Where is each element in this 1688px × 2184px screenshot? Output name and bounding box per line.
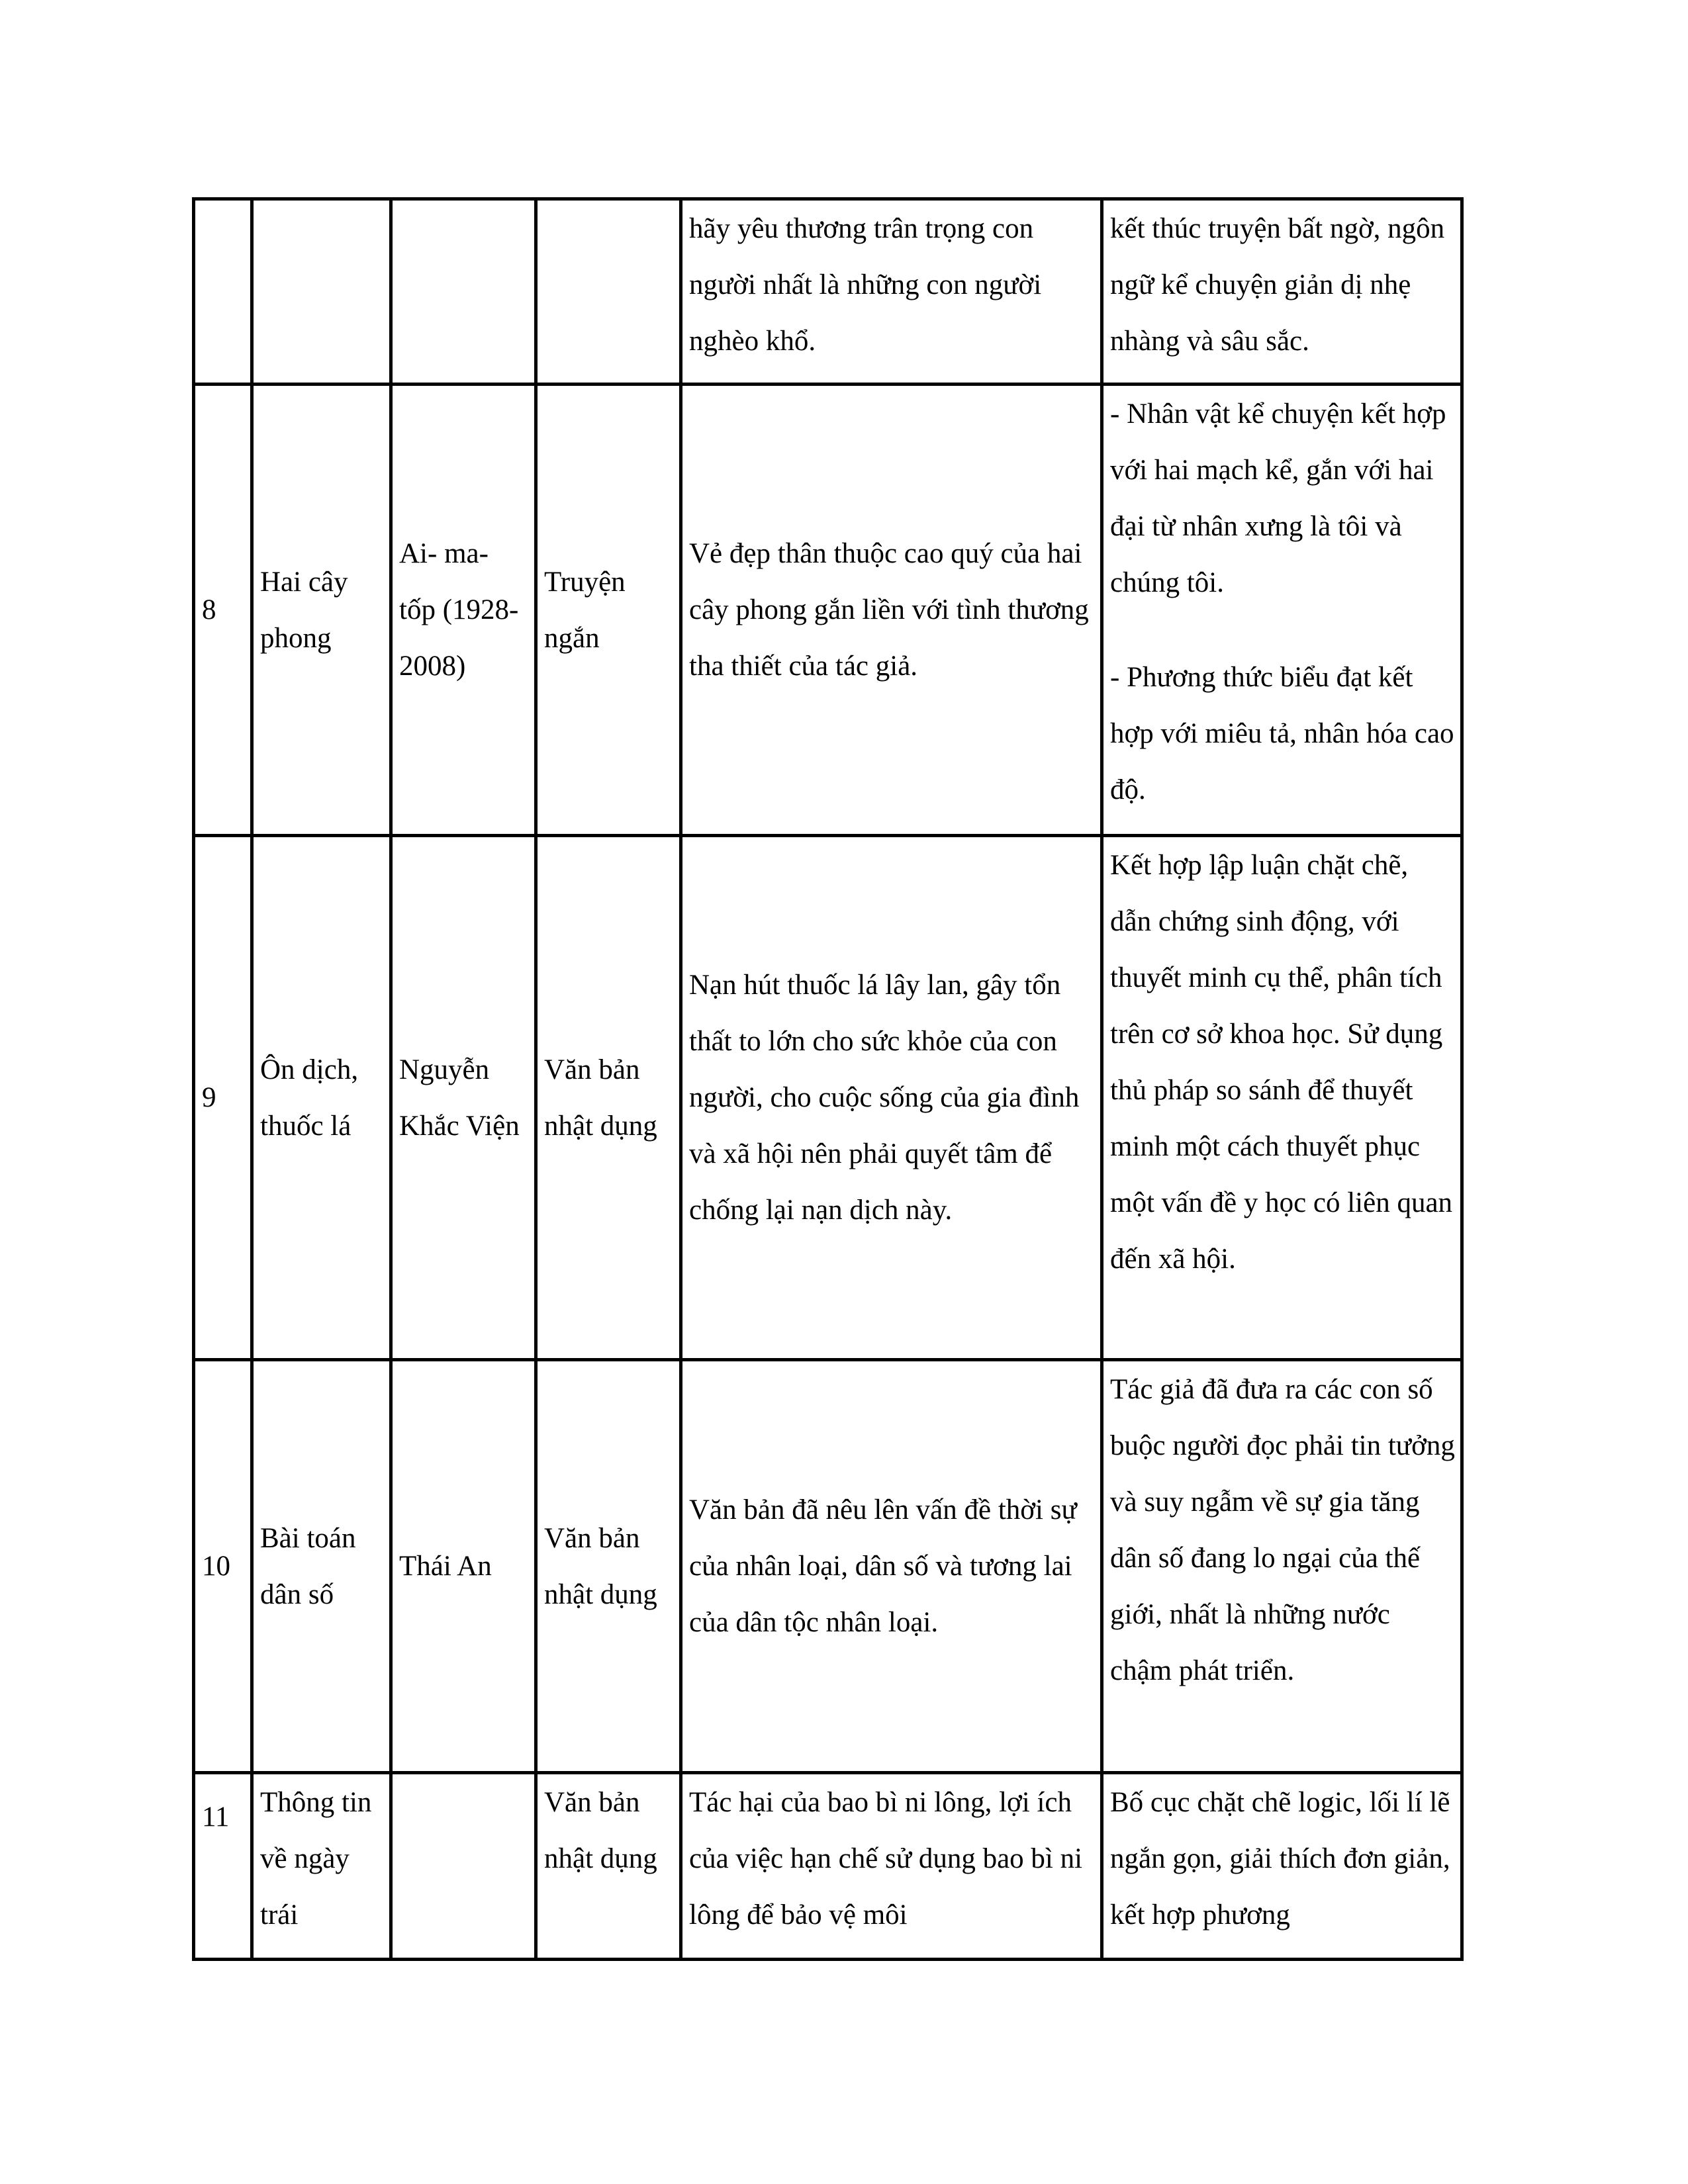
cell-genre: [536, 199, 681, 385]
cell-no: 9: [194, 836, 252, 1360]
cell-art: [1102, 385, 1462, 836]
cell-title: Bài toán dân số: [252, 1360, 391, 1773]
art-paragraph: Kết hợp lập luận chặt chẽ, dẫn chứng sinh động, với thuyết minh cụ thể, phân tích trên cơ sở khoa học. Sử dụng thủ pháp so sánh để thuyết minh một cách thuyết phục một vấn đề y học có liên quan đến xã hội.: [1110, 850, 1453, 1275]
cell-content: Nạn hút thuốc lá lây lan, gây tổn thất to lớn cho sức khỏe của con người, cho cuộc sống của gia đình và xã hội nên phải quyết tâm để chống lại nạn dịch này.: [681, 836, 1102, 1360]
cell-no: 10: [194, 1360, 252, 1773]
cell-content: Tác hại của bao bì ni lông, lợi ích của việc hạn chế sử dụng bao bì ni lông để bảo vệ môi: [681, 1773, 1102, 1960]
cell-author: [391, 199, 536, 385]
cell-no: 11: [194, 1773, 252, 1960]
table-row: [194, 836, 1462, 1360]
cell-art: [1102, 836, 1462, 1360]
table-row: [194, 199, 1462, 385]
cell-content: hãy yêu thương trân trọng con người nhất là những con người nghèo khổ.: [681, 199, 1102, 385]
art-paragraph: - Phương thức biểu đạt kết hợp với miêu tả, nhân hóa cao độ.: [1110, 662, 1454, 805]
cell-author: Ai- ma- tốp (1928- 2008): [391, 385, 536, 836]
cell-genre: Văn bản nhật dụng: [536, 1773, 681, 1960]
cell-title: Hai cây phong: [252, 385, 391, 836]
cell-author: Nguyễn Khắc Viện: [391, 836, 536, 1360]
cell-no: 8: [194, 385, 252, 836]
cell-content: Vẻ đẹp thân thuộc cao quý của hai cây phong gắn liền với tình thương tha thiết của tác giả.: [681, 385, 1102, 836]
cell-genre: Truyện ngắn: [536, 385, 681, 836]
cell-title: Ôn dịch, thuốc lá: [252, 836, 391, 1360]
art-paragraph: - Nhân vật kể chuyện kết hợp với hai mạch kể, gắn với hai đại từ nhân xưng là tôi và chúng tôi.: [1110, 398, 1446, 598]
art-paragraph: kết thúc truyện bất ngờ, ngôn ngữ kể chuyện giản dị nhẹ nhàng và sâu sắc.: [1110, 213, 1445, 357]
cell-author: [391, 1773, 536, 1960]
art-paragraph: Bố cục chặt chẽ logic, lối lí lẽ ngắn gọn, giải thích đơn giản, kết hợp phương: [1110, 1787, 1450, 1931]
cell-art: [1102, 1360, 1462, 1773]
table-row: [194, 385, 1462, 836]
cell-art: [1102, 1773, 1462, 1960]
cell-genre: Văn bản nhật dụng: [536, 1360, 681, 1773]
literature-table: [192, 197, 1464, 1961]
cell-genre: Văn bản nhật dụng: [536, 836, 681, 1360]
cell-title: [252, 199, 391, 385]
cell-content: Văn bản đã nêu lên vấn đề thời sự của nhân loại, dân số và tương lai của dân tộc nhân loại.: [681, 1360, 1102, 1773]
table-row: [194, 1773, 1462, 1960]
cell-author: Thái An: [391, 1360, 536, 1773]
cell-no: [194, 199, 252, 385]
table-row: [194, 1360, 1462, 1773]
cell-art: [1102, 199, 1462, 385]
art-paragraph: Tác giả đã đưa ra các con số buộc người đọc phải tin tưởng và suy ngẫm về sự gia tăng dân số đang lo ngại của thế giới, nhất là những nước chậm phát triển.: [1110, 1374, 1455, 1686]
cell-title: Thông tin về ngày trái: [252, 1773, 391, 1960]
